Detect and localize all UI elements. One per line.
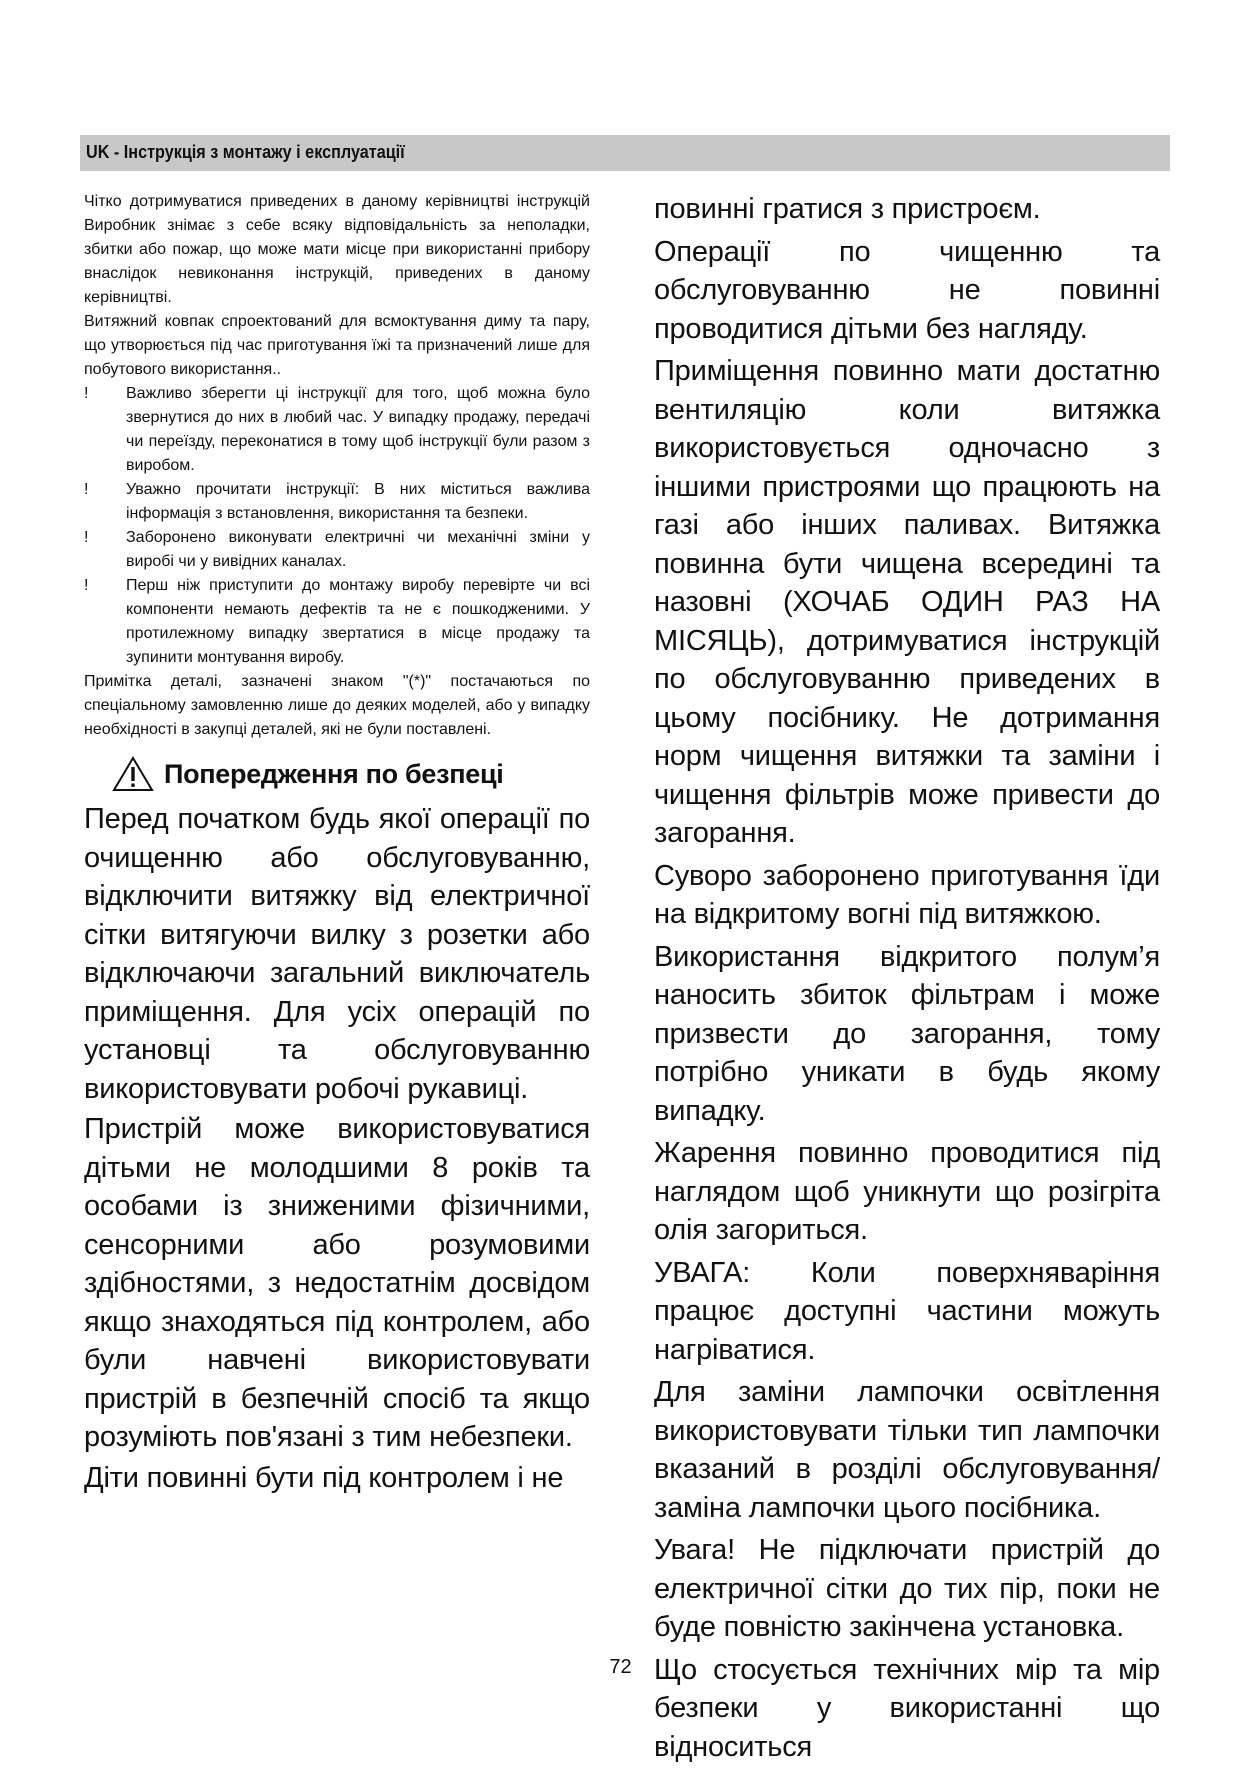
section-header-bar: [80, 135, 1170, 171]
right-paragraph-2: Приміщення повинно мати достатню вентиляцію коли витяжка використовується одночасно з іншими пристроями що працюють на газі або інших паливах. Витяжка повинна бути чищена всередині та назовні (ХОЧАБ ОДИН РАЗ НА МІСЯЦЬ), дотримуватися інструкцій по обслуговуванню приведених в цьому посібнику. Не дотримання норм чищення витяжки та заміни і чищення фільтрів може привести до загорання.: [654, 355, 1160, 849]
exclamation-mark: !: [84, 385, 89, 402]
exclamation-mark: !: [84, 577, 89, 594]
section-title: UK - Інструкція з монтажу і експлуатації: [86, 142, 405, 162]
left-column: [84, 190, 590, 1497]
bullet-item: [84, 526, 590, 574]
intro-paragraph-2: Витяжний ковпак спроектований для всмоктування диму та пару, що утворюється під час приготування їжі та призначений лише для побутового використання..: [84, 313, 590, 378]
bullet-text: Уважно прочитати інструкції: В них міститься важлива інформація з встановлення, використання та безпеки.: [126, 481, 590, 522]
safety-heading: [84, 756, 590, 792]
page-number: 72: [609, 1656, 632, 1678]
intro-paragraph-1: Чітко дотримуватися приведених в даному керівництві інструкцій Виробник знімає з себе всяку відповідальність за неполадки, збитки або пожар, що може мати місце при використанні прибору внаслідок невиконання інструкцій, приведених в даному керівництві.: [84, 193, 590, 306]
right-paragraph-0: повинні гратися з пристроєм.: [654, 193, 1041, 225]
bullet-item: [84, 574, 590, 670]
right-paragraph-7: Для заміни лампочки освітлення використовувати тільки тип лампочки вказаний в розділі обслуговування/заміна лампочки цього посібника.: [654, 1376, 1160, 1524]
warning-bullet-list: [84, 382, 590, 670]
right-paragraph-1: Операції по чищенню та обслуговуванню не повинні проводитися дітьми без нагляду.: [654, 235, 1160, 345]
exclamation-mark: !: [84, 529, 89, 546]
bullet-item: [84, 478, 590, 526]
right-paragraph-3: Суворо заборонено приготування їди на відкритому вогні під витяжкою.: [654, 859, 1160, 930]
bullet-item: [84, 382, 590, 478]
exclamation-mark: !: [84, 481, 89, 498]
right-paragraph-5: Жарення повинно проводитися під наглядом щоб уникнути що розігріта олія загориться.: [654, 1137, 1160, 1246]
safety-paragraph-1: Перед початком будь якої операції по очищенню або обслуговуванню, відключити витяжку від електричної сітки витягуючи вилку з розетки або відключаючи загальний виключатель приміщення. Для усіх операцій по установці та обслуговуванню використовувати робочі рукавиці.: [84, 803, 590, 1105]
warning-triangle-icon: [112, 756, 154, 792]
right-paragraph-8: Увага! Не підключати пристрій до електричної сітки до тих пір, поки не буде повністю закінчена установка.: [654, 1534, 1160, 1643]
bullet-text: Заборонено виконувати електричні чи механічні зміни у виробі чи у вивідних каналах.: [126, 529, 590, 570]
note-paragraph: Примітка деталі, зазначені знаком "(*)" постачаються по спеціальному замовленню лише до деяких моделей, або у випадку необхідності в закупці деталей, які не були поставлені.: [84, 673, 590, 738]
right-paragraph-6: УВАГА: Коли поверхняваріння працює доступні частини можуть нагріватися.: [654, 1256, 1160, 1366]
right-paragraph-9: Що стосується технічних мір та мір безпеки у використанні що відноситься: [654, 1653, 1160, 1763]
safety-paragraph-3: Діти повинні бути під контролем і не: [84, 1461, 564, 1494]
right-column: [654, 190, 1160, 1770]
bullet-text: Важливо зберегти ці інструкції для того, щоб можна було звернутися до них в любий час. У випадку продажу, передачі чи переїзду, переконатися в тому щоб інструкції були разом з виробом.: [126, 385, 590, 474]
right-paragraph-4: Використання відкритого полум’я наносить збиток фільтрам і може призвести до загорання, тому потрібно уникати в будь якому випадку.: [654, 940, 1160, 1127]
bullet-text: Перш ніж приступити до монтажу виробу перевірте чи всі компоненти немають дефектів та не є пошкодженими. У протилежному випадку звертатися в місце продажу та зупинити монтування виробу.: [126, 577, 590, 666]
safety-heading-text: Попередження по безпеці: [164, 758, 504, 789]
safety-paragraph-2: Пристрій може використовуватися дітьми не молодшими 8 років та особами із зниженими фізичними, сенсорними або розумовими здібностями, з недостатнім досвідом якщо знаходяться під контролем, або були навчені використовувати пристрій в безпечній спосіб та якщо розуміють пов'язані з тим небезпеки.: [84, 1113, 590, 1453]
